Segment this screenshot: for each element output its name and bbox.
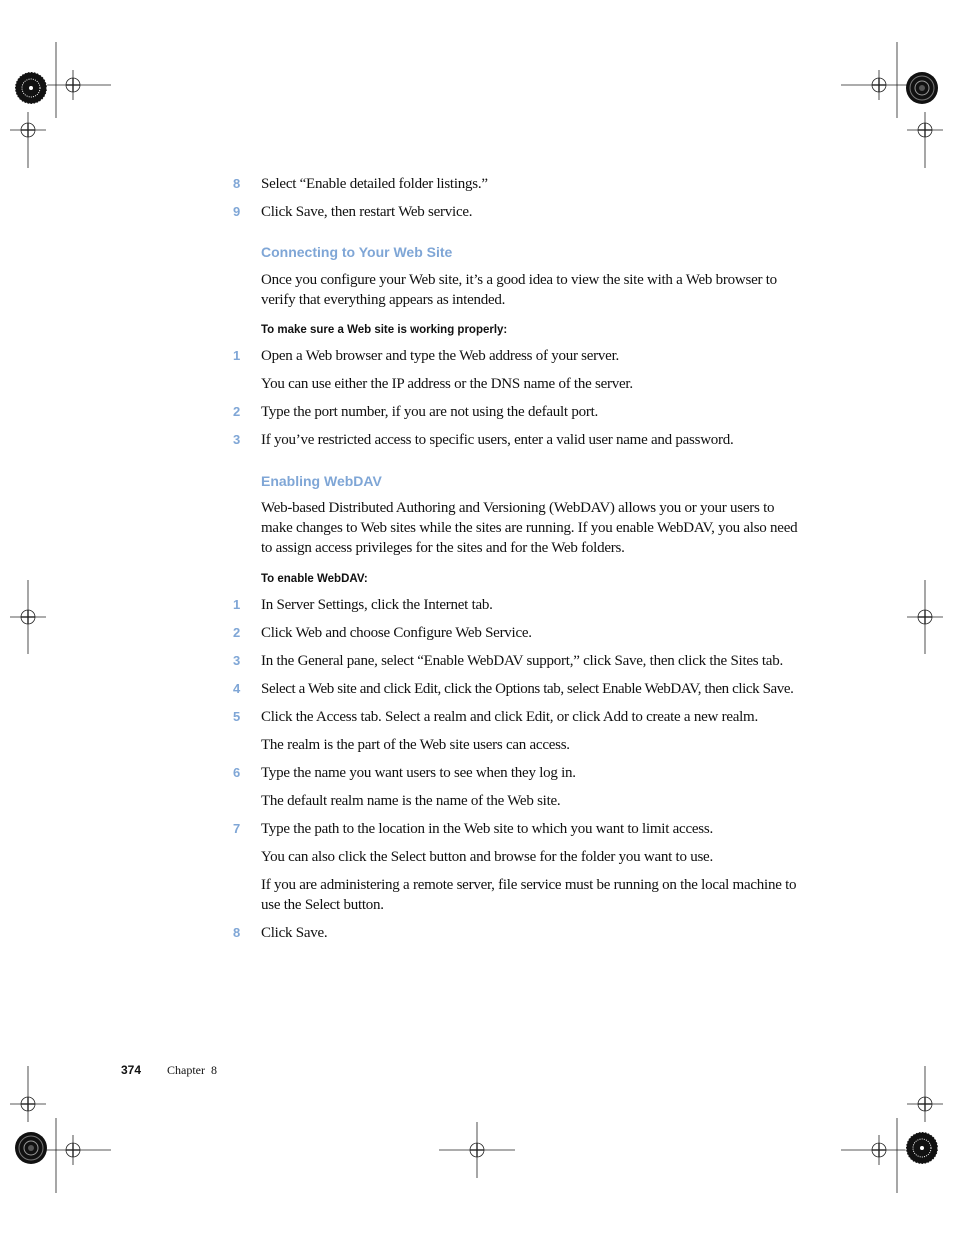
task-heading: To make sure a Web site is working properly: [261,324,508,336]
section-heading-webdav: Enabling WebDAV [261,473,382,489]
step-note: You can use either the IP address or the DNS name of the server. [261,376,633,392]
step-number: 2 [233,404,241,419]
section-heading-connecting: Connecting to Your Web Site [261,244,453,260]
step-number: 4 [233,681,241,696]
step-text: Click the Access tab. Select a realm and click Edit, or click Add to create a new realm. [261,709,758,725]
crosshair-bottom-left-1 [10,1066,46,1122]
step-text: Select “Enable detailed folder listings.” [261,176,488,192]
section-intro: Once you configure your Web site, it’s a good idea to view the site with a Web browser to verify that everything appears as intended. [261,272,777,308]
step-number: 9 [233,204,241,219]
step-note: The default realm name is the name of the Web site. [261,793,561,809]
step-number: 3 [233,653,241,668]
crosshair-top-left-2 [10,112,46,168]
section-intro: Web-based Distributed Authoring and Versioning (WebDAV) allows you or your users to make changes to Web sites while the sites are running. If you enable WebDAV, you also need to assign access privileges for the sites and for the Web folders. [261,500,798,556]
step-text: Click Save, then restart Web service. [261,204,473,220]
crosshair-bottom-right-2 [907,1066,943,1122]
star-target-bottom-right [906,1132,938,1164]
step-number: 3 [233,432,241,447]
step-note: The realm is the part of the Web site users can access. [261,737,570,753]
step-number: 2 [233,625,241,640]
task-heading: To enable WebDAV: [261,573,368,585]
step-number: 6 [233,765,241,780]
step-text: Click Save. [261,925,328,941]
step-text: Click Web and choose Configure Web Service. [261,625,532,641]
step-number: 1 [233,348,241,363]
star-target-top-left [15,72,47,104]
step-text: Select a Web site and click Edit, click the Options tab, select Enable WebDAV, then click Save. [261,681,794,697]
step-number: 8 [233,176,241,191]
crosshair-top-right-2 [907,112,943,168]
step-number: 7 [233,821,241,836]
step-note: If you are administering a remote server, file service must be running on the local machine to use the Select button. [261,877,797,913]
star-target-top-right [906,72,938,104]
step-text: If you’ve restricted access to specific users, enter a valid user name and password. [261,432,734,448]
step-text: Open a Web browser and type the Web address of your server. [261,348,620,364]
step-text: Type the name you want users to see when they log in. [261,765,576,781]
star-target-bottom-left [15,1132,47,1164]
step-text: Type the port number, if you are not using the default port. [261,404,599,420]
chapter-label: Chapter 8 [167,1063,217,1077]
step-number: 8 [233,925,241,940]
step-number: 1 [233,597,241,612]
step-text: In the General pane, select “Enable WebDAV support,” click Save, then click the Sites tab. [261,653,783,669]
step-number: 5 [233,709,241,724]
step-text: In Server Settings, click the Internet tab. [261,597,493,613]
step-text: Type the path to the location in the Web site to which you want to limit access. [261,821,713,837]
page-number: 374 [121,1063,142,1077]
step-note: You can also click the Select button and browse for the folder you want to use. [261,849,713,865]
